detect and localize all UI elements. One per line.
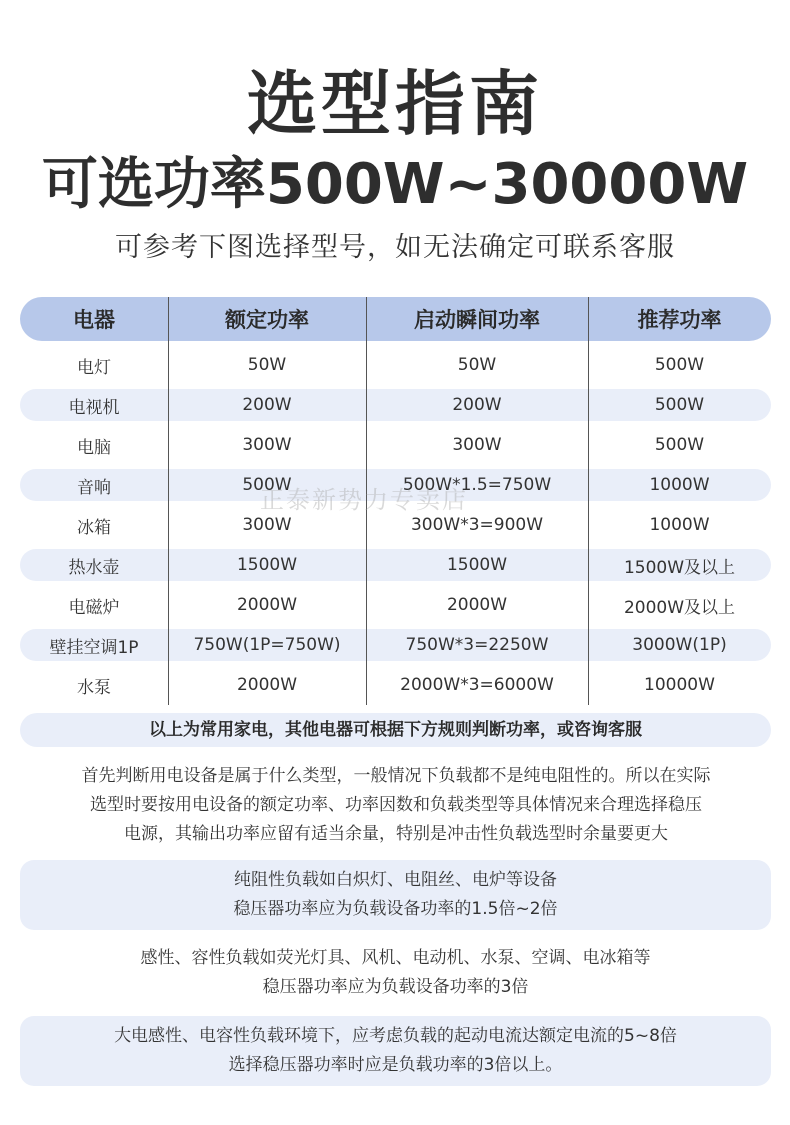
cell-rated-power: 2000W [236,675,298,695]
column-header-recommended-power: 推荐功率 [637,308,722,332]
column-divider [588,297,589,705]
cell-rated-power: 50W [247,355,287,375]
rule-line: 稳压器功率应为负载设备功率的3倍 [262,977,529,997]
cell-rated-power: 300W [242,435,292,455]
page-title: 选型指南 [247,63,543,145]
selection-hint: 可参考下图选择型号，如无法确定可联系客服 [115,232,675,263]
cell-recommended-power: 500W [654,395,705,415]
cell-startup-power: 2000W*3=6000W [400,675,554,695]
cell-recommended-power: 1000W [649,515,710,535]
cell-appliance: 壁挂空调1P [49,637,139,658]
cell-appliance: 电灯 [77,357,111,378]
cell-appliance: 音响 [77,477,111,498]
rule-inductive-capacitive-load [20,940,771,1006]
cell-appliance: 热水壶 [68,557,120,578]
rule-line: 感性、容性负载如荧光灯具、风机、电动机、水泵、空调、电冰箱等 [140,948,651,968]
cell-recommended-power: 3000W(1P) [632,635,727,655]
cell-rated-power: 500W [242,475,292,495]
table-row [20,669,771,701]
cell-startup-power: 300W [452,435,502,455]
table-row [20,349,771,381]
cell-recommended-power: 1500W及以上 [623,557,736,578]
table-row [20,429,771,461]
table-row [20,389,771,421]
cell-appliance: 电磁炉 [68,597,120,618]
table-row [20,549,771,581]
rule-line: 选择稳压器功率时应是负载功率的3倍以上。 [228,1055,563,1075]
store-watermark: 正泰新势力专卖店 [260,486,468,514]
selection-explanation [38,762,754,849]
rule-line: 纯阻性负载如白炽灯、电阻丝、电炉等设备 [234,870,557,890]
cell-startup-power: 50W [457,355,497,375]
cell-rated-power: 2000W [236,595,298,615]
cell-startup-power: 300W*3=900W [410,515,544,535]
common-appliances-note: 以上为常用家电，其他电器可根据下方规则判断功率，或咨询客服 [20,713,771,747]
cell-recommended-power: 1000W [649,475,710,495]
cell-startup-power: 750W*3=2250W [405,635,549,655]
cell-startup-power: 1500W [446,555,508,575]
cell-rated-power: 200W [242,395,292,415]
cell-appliance: 冰箱 [77,517,111,538]
column-header-appliance: 电器 [73,308,115,332]
table-row [20,629,771,661]
rule-line: 稳压器功率应为负载设备功率的1.5倍~2倍 [233,899,558,919]
rule-high-inductive-load [20,1016,771,1086]
column-header-startup-power: 启动瞬间功率 [414,308,540,332]
power-range-subtitle: 可选功率500W~30000W [41,152,749,217]
cell-startup-power: 2000W [446,595,508,615]
rule-line: 大电感性、电容性负载环境下，应考虑负载的起动电流达额定电流的5~8倍 [114,1026,677,1046]
paragraph-line: 电源，其输出功率应留有适当余量，特别是冲击性负载选型时余量要更大 [124,824,668,844]
cell-startup-power: 500W*1.5=750W [402,475,552,495]
rule-resistive-load [20,860,771,930]
paragraph-line: 首先判断用电设备是属于什么类型，一般情况下负载都不是纯电阻性的。所以在实际 [81,766,711,786]
cell-appliance: 电视机 [68,397,120,418]
cell-recommended-power: 500W [654,435,705,455]
table-row [20,589,771,621]
cell-rated-power: 1500W [236,555,298,575]
cell-appliance: 水泵 [77,677,111,698]
cell-appliance: 电脑 [77,437,111,458]
paragraph-line: 选型时要按用电设备的额定功率、功率因数和负载类型等具体情况来合理选择稳压 [90,795,702,815]
table-header [20,297,771,341]
cell-recommended-power: 10000W [644,675,715,695]
column-header-rated-power: 额定功率 [225,308,309,332]
cell-recommended-power: 500W [654,355,705,375]
column-divider [168,297,169,705]
cell-rated-power: 750W(1P=750W) [193,635,341,655]
cell-startup-power: 200W [452,395,502,415]
cell-recommended-power: 2000W及以上 [623,597,736,618]
cell-rated-power: 300W [242,515,292,535]
